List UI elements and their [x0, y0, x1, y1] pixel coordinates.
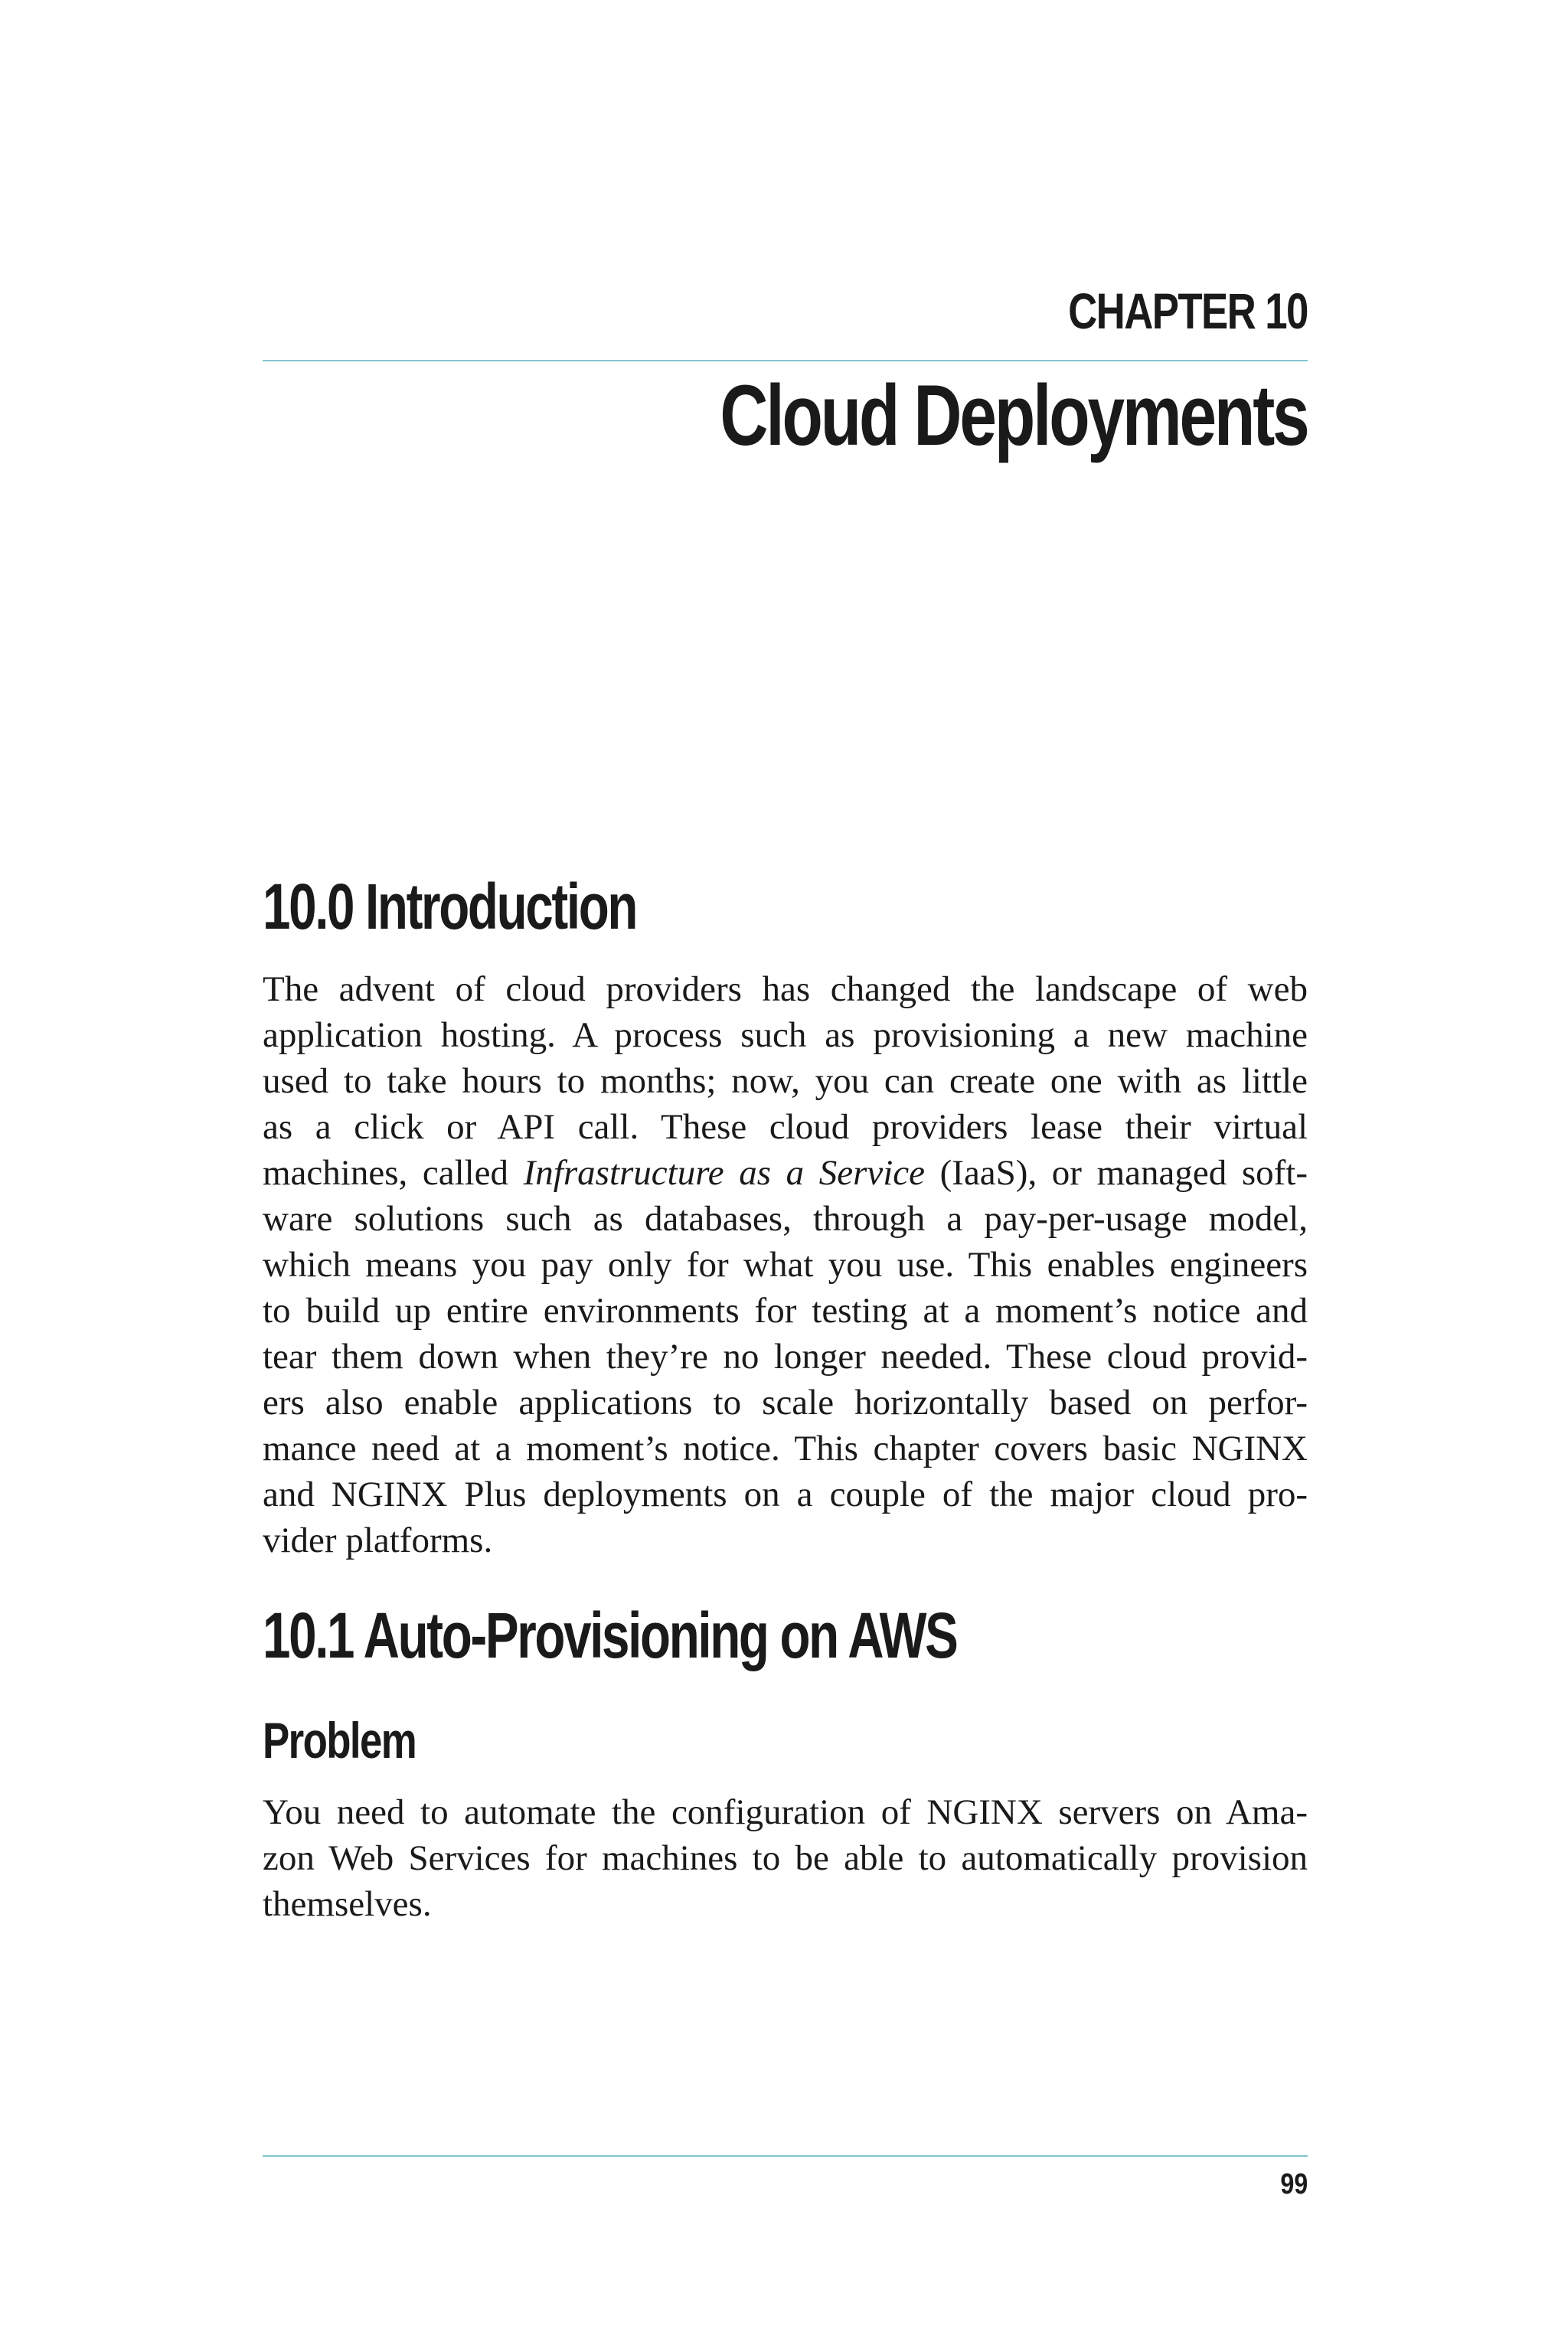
- paragraph-line: and NGINX Plus deployments on a couple of the major cloud pro-: [263, 1475, 1308, 1514]
- paragraph-line: to build up entire environments for testing at a moment’s notice and: [263, 1291, 1308, 1331]
- paragraph-line: mance need at a moment’s notice. This chapter covers basic NGINX: [263, 1429, 1308, 1468]
- paragraph-line: application hosting. A process such as provisioning a new machine: [263, 1015, 1308, 1055]
- paragraph-line: You need to automate the configuration of NGINX servers on Ama-: [263, 1792, 1308, 1832]
- paragraph-line: ers also enable applications to scale horizontally based on perfor-: [263, 1383, 1308, 1423]
- subheading-problem: Problem: [263, 1712, 416, 1769]
- paragraph-line: vider platforms.: [263, 1521, 493, 1560]
- paragraph-line: ware solutions such as databases, through a pay-per-usage model,: [263, 1199, 1308, 1239]
- section-heading-introduction: 10.0 Introduction: [263, 871, 637, 942]
- paragraph-line: The advent of cloud providers has changed the landscape of web: [263, 969, 1308, 1009]
- chapter-divider: [263, 360, 1308, 361]
- line-text: machines, called: [263, 1153, 524, 1193]
- book-page: [263, 0, 1308, 2352]
- footer-divider: [263, 2155, 1308, 2157]
- paragraph-line: which means you pay only for what you use. This enables engineers: [263, 1245, 1308, 1285]
- emphasized-term: Infrastructure as a Service: [523, 1153, 926, 1193]
- paragraph-line: tear them down when they’re no longer needed. These cloud provid-: [263, 1337, 1308, 1377]
- problem-paragraph: [263, 1789, 1308, 1927]
- line-text: (IaaS), or managed soft-: [925, 1153, 1308, 1193]
- introduction-paragraph: [263, 966, 1308, 1563]
- paragraph-line: as a click or API call. These cloud providers lease their virtual: [263, 1107, 1308, 1147]
- section-heading-auto-provisioning: 10.1 Auto-Provisioning on AWS: [263, 1599, 957, 1671]
- paragraph-line: used to take hours to months; now, you can create one with as little: [263, 1061, 1308, 1101]
- chapter-title: Cloud Deployments: [720, 368, 1308, 463]
- paragraph-line: [263, 1150, 1308, 1196]
- paragraph-line: zon Web Services for machines to be able to automatically provision: [263, 1838, 1308, 1878]
- page-number: 99: [1280, 2168, 1308, 2200]
- chapter-label: CHAPTER 10: [1068, 283, 1308, 339]
- paragraph-line: themselves.: [263, 1884, 432, 1924]
